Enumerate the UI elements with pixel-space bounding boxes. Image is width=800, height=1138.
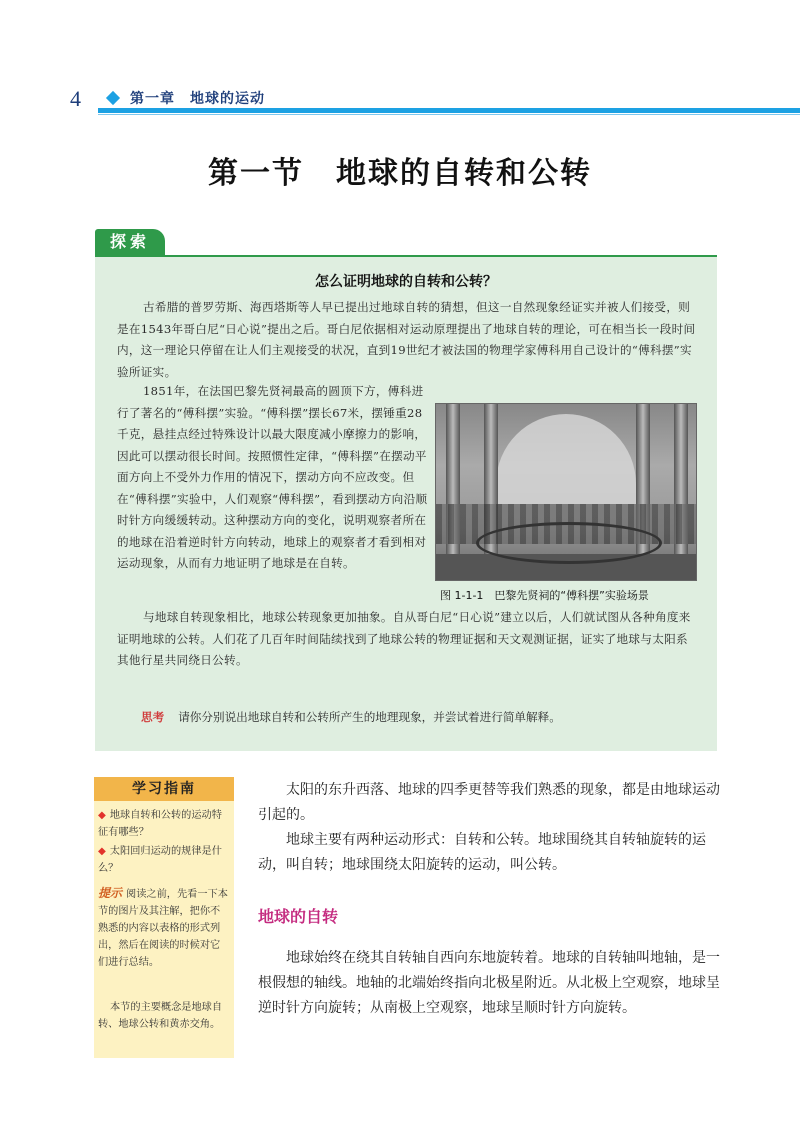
page-header — [0, 0, 800, 118]
body-paragraph-1: 太阳的东升西落、地球的四季更替等我们熟悉的现象，都是由地球运动引起的。 — [258, 782, 720, 823]
study-guide — [94, 777, 234, 1058]
photo-pendulum-ring — [476, 522, 662, 564]
header-rule-thin — [98, 114, 800, 115]
header-rule — [98, 108, 800, 113]
think-label: 思考 — [141, 710, 165, 724]
explore-paragraph-1: 古希腊的普罗劳斯、海西塔斯等人早已提出过地球自转的猜想，但这一自然现象经证实并被人们接受，则是在1543年哥白尼“日心说”提出之后。哥白尼依据相对运动原理提出了地球自转的理论，可在相当长一段时间内，这一理论只停留在让人们主观接受的状况，直到19世纪才被法国的物理学家傅科用自己设计的“傅科摆”实验所证实。 — [117, 300, 696, 379]
explore-box — [95, 255, 717, 751]
explore-tab: 探索 — [95, 229, 165, 255]
diamond-bullet-icon: ◆ — [98, 846, 106, 857]
foucault-pendulum-photo — [435, 403, 697, 581]
chapter-title: 第一章 地球的运动 — [130, 91, 265, 107]
subsection-title: 地球的自转 — [258, 907, 339, 926]
guide-concepts: 本节的主要概念是地球自转、地球公转和黄赤交角。 — [98, 1002, 223, 1030]
think-text: 请你分别说出地球自转和公转所产生的地理现象，并尝试着进行简单解释。 — [178, 710, 561, 724]
section-heading: 第一节 地球的自转和公转 — [208, 156, 592, 191]
tip-text: 阅读之前，先看一下本节的图片及其注解，把你不熟悉的内容以表格的形式列出，然后在阅读的时候对它们进行总结。 — [98, 889, 228, 968]
diamond-bullet-icon: ◆ — [98, 810, 106, 821]
photo-dome — [496, 414, 636, 504]
page-number: 4 — [70, 86, 81, 111]
explore-box-title: 怎么证明地球的自转和公转？ — [315, 274, 497, 290]
study-guide-title: 学习指南 — [94, 777, 234, 801]
body-paragraph-3: 地球始终在绕其自转轴自西向东地旋转着。地球的自转轴叫地轴，是一根假想的轴线。地轴的北端始终指向北极星附近。从北极上空观察，地球呈逆时针方向旋转；从南极上空观察，地球呈顺时针方向旋转。 — [258, 950, 720, 1016]
body-paragraph-2: 地球主要有两种运动形式：自转和公转。地球围绕其自转轴旋转的运动，叫自转；地球围绕太阳旋转的运动，叫公转。 — [258, 832, 706, 873]
think-prompt — [141, 709, 561, 725]
figure-caption: 图 1-1-1 巴黎先贤祠的“傅科摆”实验场景 — [440, 589, 649, 602]
explore-paragraph-2: 1851年，在法国巴黎先贤祠最高的圆顶下方，傅科进行了著名的“傅科摆”实验。“傅科摆”摆长67米，摆锤重28千克，悬挂点经过特殊设计以最大限度减小摩擦力的影响，因此可以摆动很长时间。按照惯性定律，“傅科摆”在摆动平面方向上不受外力作用的情况下，摆动方向不应改变。但在“傅科摆”实验中，人们观察“傅科摆”，看到摆动方向沿顺时针方向缓缓转动。这种摆动方向的变化，说明观察者所在的地球在沿着逆时针方向转动，地球上的观察者才看到相对运动现象，从而有力地证明了地球是在自转。 — [117, 384, 428, 570]
guide-item: ◆ 地球自转和公转的运动特征有哪些？ — [98, 810, 222, 838]
tip-label: 提示 — [98, 886, 123, 900]
diamond-icon — [106, 91, 120, 105]
guide-tip — [98, 885, 230, 971]
guide-item: ◆ 太阳回归运动的规律是什么？ — [98, 846, 222, 874]
explore-paragraph-3: 与地球自转现象相比，地球公转现象更加抽象。自从哥白尼“日心说”建立以后，人们就试图从各种角度来证明地球的公转。人们花了几百年时间陆续找到了地球公转的物理证据和天文观测证据，证实了地球与太阳系其他行星共同绕日公转。 — [117, 610, 691, 667]
